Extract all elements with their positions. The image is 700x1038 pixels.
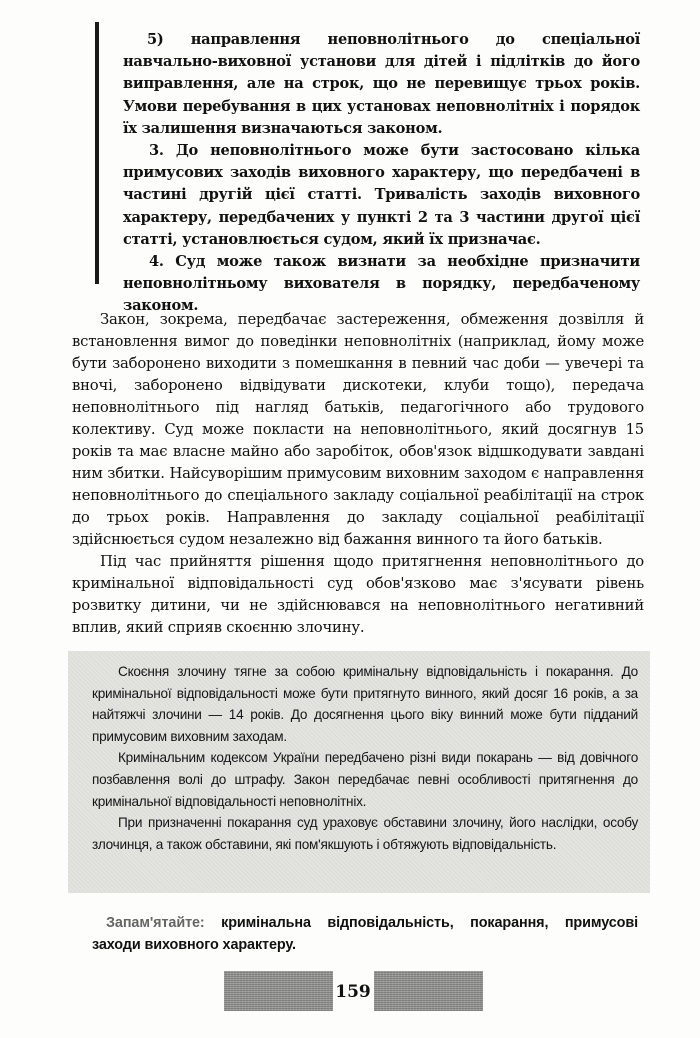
main-text (72, 309, 644, 639)
quote-paragraph: 4. Суд може також визнати за необхідне призначити неповнолітньому вихователя в порядку, передбаченому законом. (123, 253, 640, 315)
summary-paragraph: Скоєння злочину тягне за собою кримінальну відповідальність і покарання. До кримінальної відповідальності може бути притягнуто винного, який досяг 16 років, а за найтяжчі злочини — 14 років. До досягнення цього віку винний може бути підданий примусовим виховним заходам. (92, 664, 638, 744)
remember-label: Запам'ятайте: (106, 915, 205, 931)
summary-text (92, 661, 638, 855)
quote-paragraph: 5) направлення неповнолітнього до спеціальної навчально-виховної установи для дітей і підлітків до його виправлення, але на строк, що не перевищує трьох років. Умови перебування в цих установах неповнолітніх і порядок їх залишення визначаються законом. (123, 31, 640, 137)
quote-paragraph: 3. До неповнолітнього може бути застосовано кілька примусових заходів виховного характеру, що передбачені в частині другій цієї статті. Тривалість заходів виховного характеру, передбачених у пункті 2 та 3 частини другої цієї статті, установлюється судом, який їх призначає. (123, 142, 640, 248)
summary-paragraph: Кримінальним кодексом України передбачено різні види покарань — від довічного позбавлення волі до штрафу. Закон передбачає певні особливості притягнення до кримінальної відповідальності неповнолітніх. (92, 750, 638, 809)
quote-margin-bar (95, 22, 99, 284)
body-paragraph: Під час прийняття рішення щодо притягнення неповнолітнього до кримінальної відповідальності суд обов'язково має з'ясувати рівень розвитку дитини, чи не здійснювався на неповнолітнього негативний вплив, який сприяв скоєнню злочину. (72, 553, 644, 636)
law-quote (123, 29, 640, 318)
summary-paragraph: При призначенні покарання суд ураховує обставини злочину, його наслідки, особу злочинця, а також обставини, які пом'якшують і обтяжують відповідальність. (92, 815, 638, 852)
remember-note (92, 912, 638, 956)
remember-terms: кримінальна відповідальність, покарання, примусові заходи виховного характеру. (92, 915, 638, 953)
body-paragraph: Закон, зокрема, передбачає застереження, обмеження дозвілля й встановлення вимог до поведінки неповнолітніх (наприклад, йому може бути заборонено виходити з помешкання в певний час доби — увечері та вночі, заборонено відвідувати дискотеки, клуби тощо), передача неповнолітнього під нагляд батьків, педагогічного або трудового колективу. Суд може покласти на неповнолітнього, який досягнув 15 років та має власне майно або заробіток, обов'язок відшкодувати завдані ним збитки. Найсуворішим примусовим виховним заходом є направлення неповнолітнього до спеціального закладу соціальної реабілітації на строк до трьох років. Направлення до закладу соціальної реабілітації здійснюється судом незалежно від бажання винного та його батьків. (72, 311, 644, 548)
footer-decoration-left (224, 971, 333, 1011)
footer-decoration-right (374, 971, 483, 1011)
page-footer (0, 971, 700, 1015)
page-number: 159 (335, 982, 371, 1002)
